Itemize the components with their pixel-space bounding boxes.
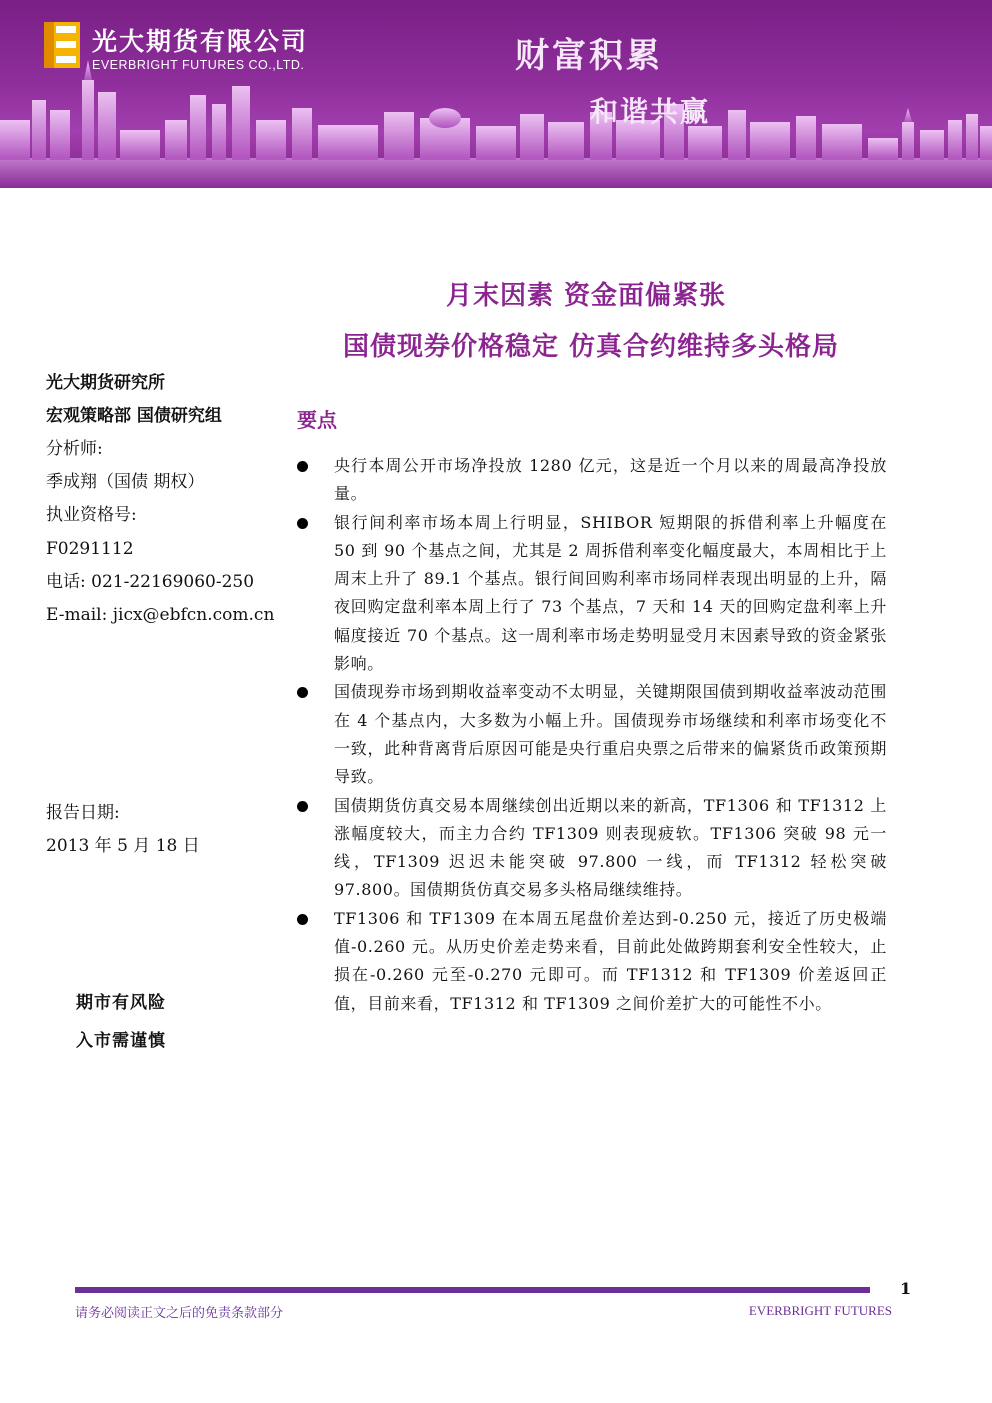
- report-title-line-1: 月末因素 资金面偏紧张: [445, 281, 727, 311]
- bullet-icon: [297, 914, 308, 925]
- keypoints-heading: 要点: [297, 408, 337, 432]
- keypoints-list: [297, 452, 887, 1018]
- bullet-icon: [297, 687, 308, 698]
- footer-brand: EVERBRIGHT FUTURES: [748, 1303, 892, 1318]
- risk-warning-line-2: 入市需谨慎: [76, 1031, 166, 1051]
- list-item: [297, 452, 887, 509]
- bullet-icon: [297, 461, 308, 472]
- bullet-icon: [297, 801, 308, 812]
- slogan-line-2: 和谐共赢: [590, 95, 711, 128]
- footer-disclaimer: 请务必阅读正文之后的免责条款部分: [75, 1306, 284, 1321]
- company-name-cn: 光大期货有限公司: [92, 27, 309, 56]
- report-date-label: 报告日期:: [46, 803, 120, 823]
- list-item: [297, 792, 887, 905]
- risk-warning-line-1: 期市有风险: [76, 993, 166, 1013]
- analyst-email: E-mail: jicx@ebfcn.com.cn: [46, 605, 275, 625]
- analyst-label: 分析师:: [46, 439, 103, 459]
- keypoint-text: 央行本周公开市场净投放 1280 亿元，这是近一个月以来的周最高净投放量。: [334, 456, 887, 504]
- report-date: 2013 年 5 月 18 日: [46, 836, 200, 856]
- keypoint-text: 银行间利率市场本周上行明显，SHIBOR 短期限的拆借利率上升幅度在 50 到 90 个基点之间，尤其是 2 周拆借利率变化幅度最大，本周相比于上周末上升了 89.1 个基点。银行间回购利率市场同样表现出明显的上升，隔夜回购定盘利率本周上行了 73 个基点，7 天和 14 天的回购定盘利率上升幅度接近 70 个基点。这一周利率市场走势明显受月末因素导致的资金紧张影响。: [334, 512, 887, 674]
- keypoint-text: 国债期货仿真交易本周继续创出近期以来的新高，TF1306 和 TF1312 上涨幅度较大，而主力合约 TF1309 则表现疲软。TF1306 突破 98 元一线，TF1309 迟迟未能突破 97.800 一线，而 TF1312 轻松突破 97.800。国债期货仿真交易多头格局继续维持。: [334, 795, 887, 900]
- company-name-en: EVERBRIGHT FUTURES CO.,LTD.: [92, 58, 305, 72]
- list-item: [297, 678, 887, 791]
- list-item: [297, 509, 887, 679]
- header-banner: [0, 0, 992, 188]
- slogan-line-1: 财富积累: [515, 36, 663, 76]
- license-label: 执业资格号:: [46, 505, 137, 525]
- analyst-phone: 电话: 021-22169060-250: [46, 572, 255, 592]
- keypoint-text: TF1306 和 TF1309 在本周五尾盘价差达到-0.250 元，接近了历史极端值-0.260 元。从历史价差走势来看，目前此处做跨期套利安全性较大，止损在-0.260 元至-0.270 元即可。而 TF1312 和 TF1309 价差返回正值，目前来看，TF1312 和 TF1309 之间价差扩大的可能性不小。: [334, 908, 887, 1013]
- license-number: F0291112: [46, 539, 134, 559]
- list-item: [297, 905, 887, 1018]
- footer-divider: [75, 1287, 870, 1293]
- institute-name: 光大期货研究所: [46, 373, 165, 393]
- keypoint-text: 国债现券市场到期收益率变动不太明显，关键期限国债到期收益率波动范围在 4 个基点内，大多数为小幅上升。国债现券市场继续和利率市场变化不一致，此种背离背后原因可能是央行重启央票之后带来的偏紧货币政策预期导致。: [334, 682, 887, 787]
- page-number: 1: [900, 1279, 912, 1298]
- department-name: 宏观策略部 国债研究组: [46, 406, 222, 426]
- everbright-logo-icon: [44, 22, 80, 68]
- report-title-line-2: 国债现券价格稳定 仿真合约维持多头格局: [342, 332, 840, 362]
- analyst-name: 季成翔（国债 期权）: [46, 472, 205, 492]
- bullet-icon: [297, 518, 308, 529]
